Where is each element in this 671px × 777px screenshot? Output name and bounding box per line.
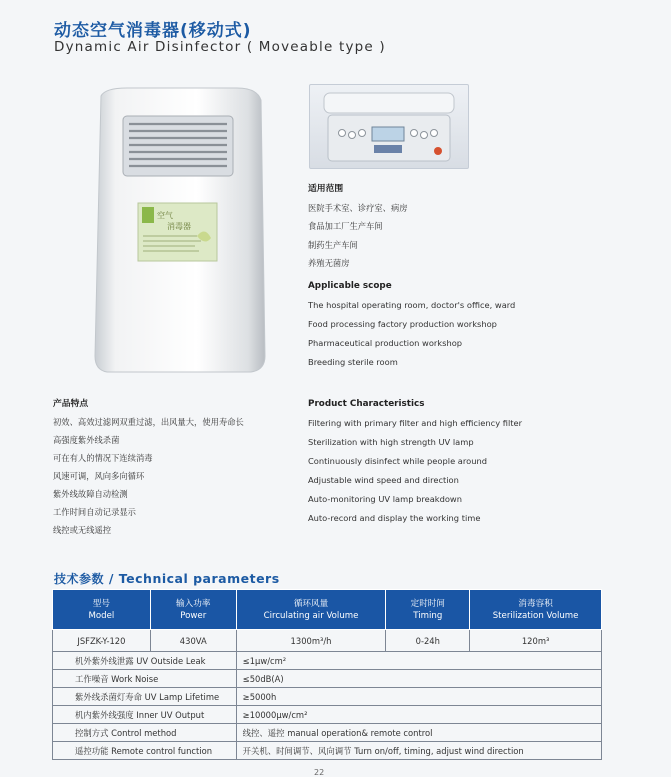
table-row [53, 670, 602, 688]
page-number: 22 [314, 768, 325, 777]
scope-cn-item: 医院手术室、诊疗室、病房 [308, 202, 408, 213]
disinfector-product-image [87, 86, 269, 376]
features-cn-heading: 产品特点 [53, 399, 89, 409]
features-cn-item: 初效、高效过滤网双重过滤，出风量大，使用寿命长 [53, 417, 244, 427]
cell-sterilization-volume: 120m³ [470, 630, 602, 652]
cell-power: 430VA [150, 630, 236, 652]
features-cn-item: 线控或无线遥控 [53, 525, 112, 535]
row-value: 开关机、时间调节、风向调节 Turn on/off, timing, adjust wind direction [236, 742, 601, 760]
table-row [53, 706, 602, 724]
table-row [53, 630, 602, 652]
features-cn-item: 紫外线故障自动检测 [53, 489, 128, 499]
cell-timing: 0-24h [386, 630, 470, 652]
control-panel-image [309, 84, 469, 169]
row-label: 机内紫外线强度 Inner UV Output [53, 706, 237, 724]
features-en-item: Auto-record and display the working time [308, 513, 481, 523]
scope-en-item: Breeding sterile room [308, 357, 398, 367]
header-air-volume: 循环风量 Circulating air Volume [236, 590, 386, 630]
header-timing: 定时时间 Timing [386, 590, 470, 630]
features-en-item: Sterilization with high strength UV lamp [308, 437, 474, 447]
features-en-item: Continuously disinfect while people around [308, 456, 487, 466]
tech-params-title [54, 570, 280, 587]
tech-title-cn: 技术参数 [54, 572, 105, 586]
features-en-item: Filtering with primary filter and high efficiency filter [308, 418, 523, 428]
row-value: ≥5000h [236, 688, 601, 706]
label-text-1: 空气 [157, 211, 173, 220]
row-label: 控制方式 Control method [53, 724, 237, 742]
row-label: 工作噪音 Work Noise [53, 670, 237, 688]
features-cn-item: 高强度紫外线杀菌 [53, 435, 120, 445]
row-value: ≤50dB(A) [236, 670, 601, 688]
scope-cn-heading: 适用范围 [308, 184, 344, 194]
header-sterilization-volume: 消毒容积 Sterilization Volume [470, 590, 602, 630]
cell-air-volume: 1300m³/h [236, 630, 386, 652]
scope-en-heading: Applicable scope [308, 281, 392, 291]
scope-en-item: The hospital operating room, doctor's office, ward [308, 300, 516, 310]
table-row [53, 724, 602, 742]
scope-cn-section [308, 180, 408, 273]
features-en-section [308, 395, 522, 528]
tech-params-table [52, 589, 602, 760]
scope-cn-item: 食品加工厂生产车间 [308, 221, 383, 231]
row-value: 线控、遥控 manual operation& remote control [236, 724, 601, 742]
features-en-item: Adjustable wind speed and direction [308, 475, 459, 485]
row-label: 机外紫外线泄露 UV Outside Leak [53, 652, 237, 670]
features-cn-item: 可在有人的情况下连续消毒 [53, 453, 153, 463]
scope-en-item: Pharmaceutical production workshop [308, 338, 463, 348]
row-value: ≥10000μw/cm² [236, 706, 601, 724]
tech-title-en: Technical parameters [118, 571, 280, 586]
table-header-row [53, 590, 602, 630]
cell-model: JSFZK-Y-120 [53, 630, 151, 652]
features-en-heading: Product Characteristics [308, 399, 425, 409]
row-label: 遥控功能 Remote control function [53, 742, 237, 760]
scope-en-section [308, 277, 515, 372]
page-title-cn: 动态空气消毒器(移动式) [54, 21, 252, 41]
table-row [53, 652, 602, 670]
table-row [53, 742, 602, 760]
header-power: 输入功率 Power [150, 590, 236, 630]
header-model: 型号 Model [53, 590, 151, 630]
label-text-2: 消毒器 [167, 222, 191, 231]
row-value: ≤1μw/cm² [236, 652, 601, 670]
features-cn-item: 风速可调，风向多向循环 [53, 471, 145, 481]
features-cn-item: 工作时间自动记录显示 [53, 507, 136, 517]
features-cn-section [53, 395, 244, 539]
row-label: 紫外线杀菌灯寿命 UV Lamp Lifetime [53, 688, 237, 706]
features-en-item: Auto-monitoring UV lamp breakdown [308, 494, 462, 504]
scope-cn-item: 养殖无菌房 [308, 258, 350, 268]
tech-title-sep: / [104, 571, 119, 586]
scope-en-item: Food processing factory production workshop [308, 319, 497, 329]
scope-cn-item: 制药生产车间 [308, 239, 358, 250]
table-row [53, 688, 602, 706]
page-title-en: Dynamic Air Disinfector ( Moveable type ) [54, 39, 386, 55]
